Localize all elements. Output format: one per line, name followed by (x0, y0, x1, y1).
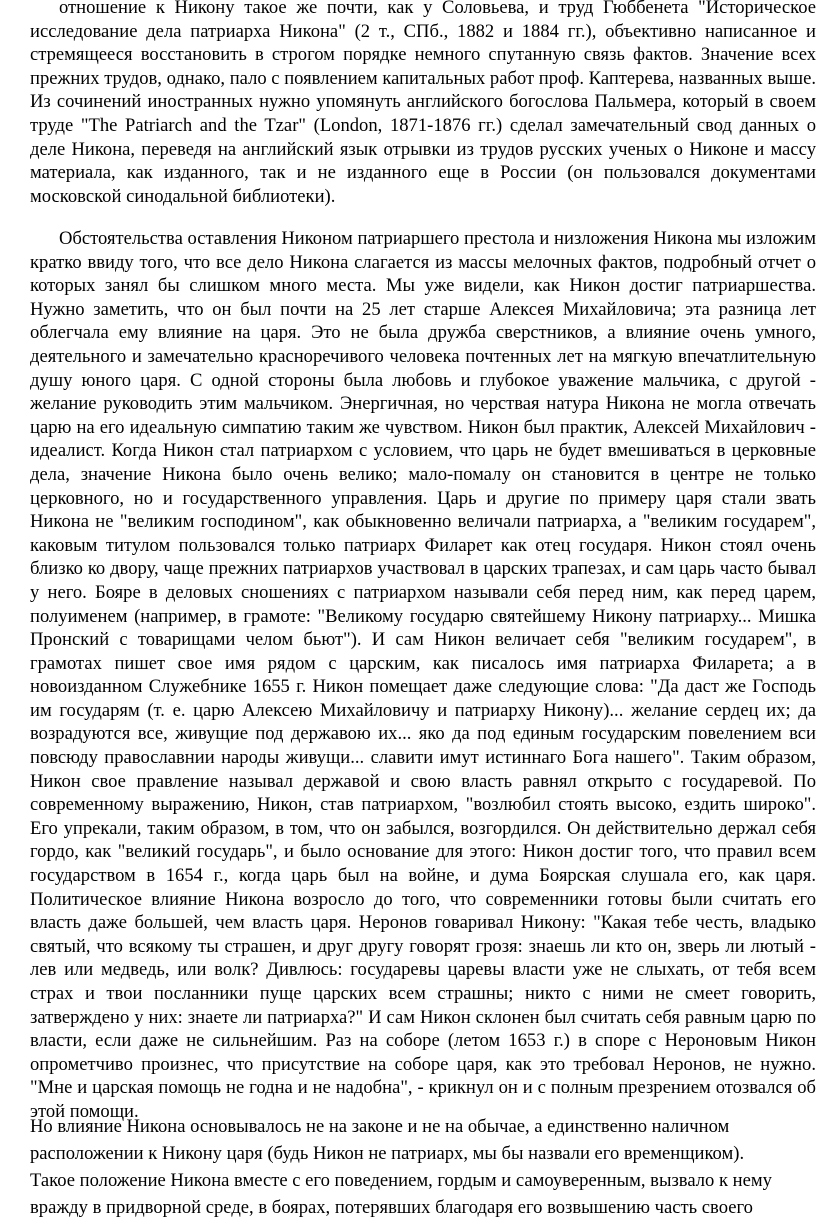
document-page (30, 0, 816, 1219)
paragraph-2: Обстоятельства оставления Никоном патриаршего престола и низложения Никона мы изложим кратко ввиду того, что все дело Никона слагается из массы мелочных фактов, подробный отчет о которых занял бы слишком много места. Мы уже видели, как Никон достиг патриаршества. Нужно заметить, что он был почти на 25 лет старше Алексея Михайловича; эта разница лет облегчала ему влияние на царя. Это не была дружба сверстников, а влияние очень умного, деятельного и замечательно красноречивого человека почтенных лет на мягкую впечатлительную душу юного царя. С одной стороны была любовь и глубокое уважение мальчика, с другой - желание руководить этим мальчиком. Энергичная, но черствая натура Никона не могла отвечать царю на его идеальную симпатию таким же чувством. Никон был практик, Алексей Михайлович - идеалист. Когда Никон стал патриархом с условием, что царь не будет вмешиваться в церковные дела, значение Никона было очень велико; мало-помалу он становится в центре не только церковного, но и государственного управления. Царь и другие по примеру царя стали звать Никона не "великим господином", как обыкновенно величали патриарха, а "великим государем", каковым титулом пользовался только патриарх Филарет как отец государя. Никон стоял очень близко ко двору, чаще прежних патриархов участвовал в царских трапезах, и сам царь часто бывал у него. Бояре в деловых сношениях с патриархом называли себя перед ним, как перед царем, полуименем (например, в грамоте: "Великому государю святейшему Никону патриарху... Мишка Пронский с товарищами челом бьют"). И сам Никон величает себя "великим государем", в грамотах пишет свое имя рядом с царским, как писалось имя патриарха Филарета; а в новоизданном Служебнике 1655 г. Никон помещает даже следующие слова: "Да даст же Господь им государям (т. е. царю Алексею Михайловичу и патриарху Никону)... желание сердец их; да возрадуются все, живущие под державою их... яко да под единым государским повелением вси повсюду православнии народы живущи... славити имут истиннаго Бога нашего". Таким образом, Никон свое правление называл державой и свою власть равнял открыто с государевой. По современному выражению, Никон, став патриархом, "возлюбил стоять высоко, ездить широко". Его упрекали, таким образом, в том, что он забылся, возгордился. Он действительно держал себя гордо, как "великий государь", и было основание для этого: Никон достиг того, что правил всем государством в 1654 г., когда царь был на войне, и дума Боярская слушала его, как царя. Политическое влияние Никона возросло до того, что современники готовы были считать его власть даже большей, чем власть царя. Неронов говаривал Никону: "Какая тебе честь, владыко святый, что всякому ты страшен, и друг другу говорят грозя: знаешь ли кто он, зверь ли лютый - лев или медведь, или волк? Дивлюсь: государевы царевы власти уже не слыхать, от тебя всем страх и твои посланники пуще царских всем страшны; никто с ними не смеет говорить, затверждено у них: знаете ли патриарха?" И сам Никон склонен был считать себя равным царю по власти, если даже не сильнейшим. Раз на соборе (летом 1653 г.) в споре с Нероновым Никон опрометчиво произнес, что присутствие на соборе царя, как это требовал Неронов, не нужно. "Мне и царская помощь не годна и не надобна", - крикнул он и с полным презрением отозвался об этой помощи. (30, 228, 816, 1122)
paragraph-1: отношение к Никону такое же почти, как у Соловьева, и труд Гюббенета "Историческое исследование дела патриарха Никона" (2 т., СПб., 1882 и 1884 гг.), объективно написанное и стремящееся восстановить в строгом порядке немного спутанную связь фактов. Значение всех прежних трудов, однако, пало с появлением капитальных работ проф. Каптерева, названных выше. Из сочинений иностранных нужно упомянуть английского богослова Пальмера, который в своем труде "The Patriarch and the Tzar" (London, 1871-1876 гг.) сделал замечательный свод данных о деле Никона, переведя на английский язык отрывки из трудов русских ученых о Никоне и массу материала, как изданного, так и не изданного еще в России (он пользовался документами московской синодальной библиотеки). (30, 0, 816, 207)
paragraph-3: Но влияние Никона основывалось не на законе и не на обычае, а единственно наличном расположении к Никону царя (будь Никон не патриарх, мы бы назвали его временщиком). Такое положение Никона вместе с его поведением, гордым и самоуверенным, вызвало к нему вражду в придворной среде, в боярах, потерявших благодаря его возвышению часть своего (30, 1116, 772, 1218)
